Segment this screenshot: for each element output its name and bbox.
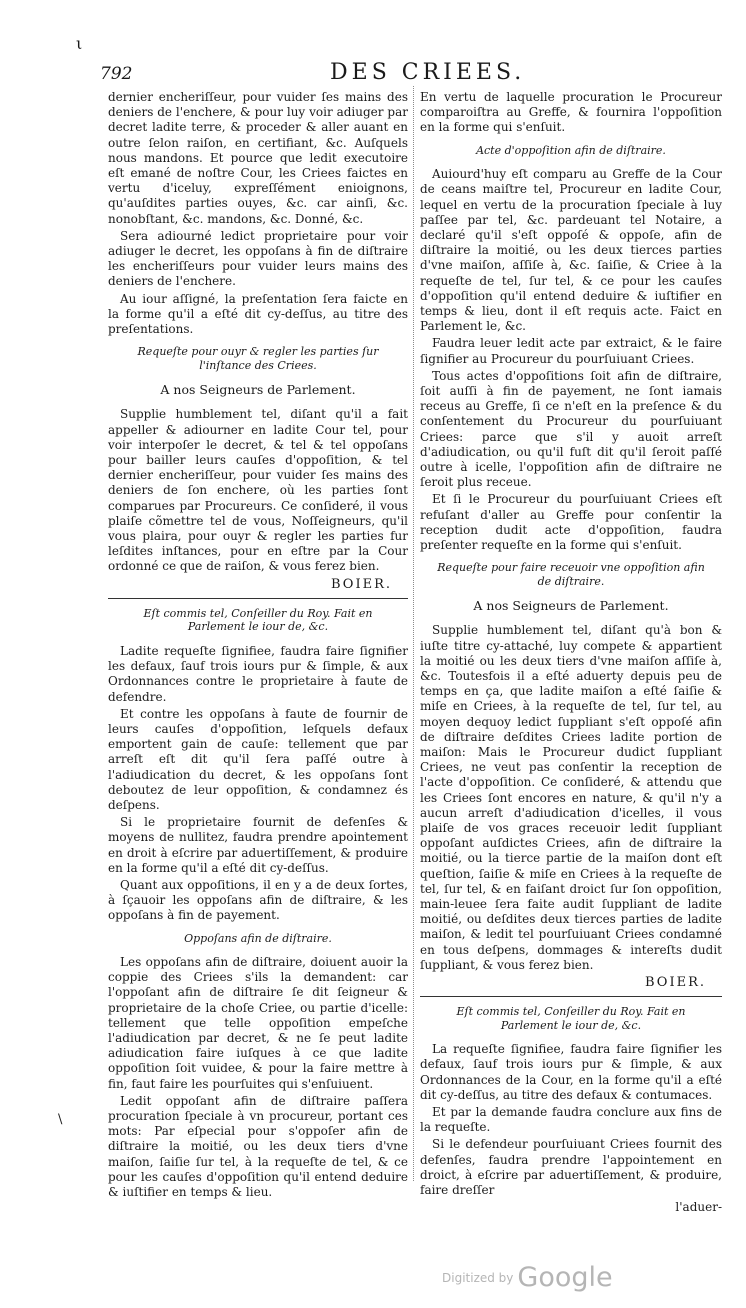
running-title: DES CRIEES.: [330, 60, 526, 85]
paragraph: Tous actes d'oppoſitions ſoit afin de diſtraire, ſoit auſſi à fin de payement, ne ſont iamais receus au Greffe, ſi ce n'eſt en la preſence & du conſentement du Procureur du pourſuiuant Criees: parce que s'il y auoit arreſt d'adiudication, ou qu'il fuſt dit qu'il ſeroit paſſé outre à icelle, l'oppoſition afin de diſtraire ne ſeroit plus receue.: [420, 368, 722, 490]
column-divider: [413, 86, 415, 1181]
paragraph: Quant aux oppoſitions, il en y a de deux ſortes, à ſçauoir les oppoſans afin de diſtraire, & les oppoſans à fin de payement.: [108, 877, 408, 923]
address-heading: A nos Seigneurs de Parlement.: [160, 382, 356, 398]
paragraph: Les oppoſans afin de diſtraire, doiuent auoir la coppie des Criees s'ils la demandent: car l'oppoſant afin de diſtraire ſe dit ſeigneur & proprietaire de la choſe Criee, ou partie d'icelle: tellement que telle oppoſition empeſche l'adiudication par decret, & ne ſe peut ladite adiudication faire iuſques à ce que ladite oppoſition ſoit vuidee, & pour la faire mettre à fin, faut faire les pourſuites qui s'enſuiuent.: [108, 955, 408, 1091]
paragraph: En vertu de laquelle procuration le Procureur comparoiſtra au Greffe, & fournira l'oppoſition en la forme qui s'enſuit.: [420, 90, 722, 135]
margin-mark-bottom: \: [58, 1112, 63, 1127]
rule: [108, 598, 408, 599]
page-number: 792: [100, 64, 133, 84]
paragraph: Et ſi le Procureur du pourſuiuant Criees eſt refuſant d'aller au Greffe pour conſentir la reception dudit acte d'oppoſition, faudra preſenter requeſte en la forme qui s'enſuit.: [420, 492, 722, 552]
paragraph: Supplie humblement tel, diſant qu'il a fait appeller & adiourner en ladite Cour tel, pour voir interpoſer le decret, & tel & tel oppoſans pour bailler leurs cauſes d'oppoſition, & tel dernier encheriſſeur, pour vuider ſes mains des deniers de ſon enchere, où les parties ſont comparues par Procureurs. Ce conſideré, il vous plaiſe cõmettre tel de vous, Noſſeigneurs, qu'il vous plaira, pour ouyr & regler les parties fur leſdites inſtances, pour en eſtre par la Cour ordonné ce que de raiſon, & vous ferez bien.: [108, 407, 408, 574]
left-column: [108, 90, 408, 1202]
paragraph: Ladite requeſte ſignifiee, faudra faire ſignifier les defaux, ſauf trois iours pur & ſimple, & aux Ordonnances contre le proprietaire à faute de defendre.: [108, 643, 408, 704]
paragraph: Supplie humblement tel, diſant qu'à bon & iuſte titre cy-attaché, luy compete & appartient la moitié ou les deux tiers d'vne maiſon aſſiſe à, &c. Toutesfois il a eſté aduerty depuis peu de temps en ça, que ladite maiſon a eſté ſaiſie & miſe en Criees, à la requeſte de tel, ſur tel, au moyen dequoy ledict ſuppliant s'eſt oppoſé afin de diſtraire deſdites Criees ladite portion de maiſon: Mais le Procureur dudict ſuppliant Criees, ne veut pas conſentir la reception de l'acte d'oppoſition. Ce conſideré, & attendu que les Criees ſont encores en nature, & qu'il n'y a aucun arreſt d'adiudication d'icelles, il vous plaiſe de vos graces receuoir ledit ſuppliant oppoſant auſdictes Criees, afin de diſtraire la moitié, ou la tierce partie de la maiſon dont eſt queſtion, ſaiſie & miſe en Criees à la requeſte de tel, ſur tel, & en faiſant droict ſur ſon oppoſition, main-leuee ſera faite audit ſuppliant de ladite moitié, ou deſdites deux tierces parties de ladite maiſon, & ledit tel pourſuiuant Criees condamné en tous deſpens, dommages & intereſts dudit ſuppliant, & vous ferez bien.: [420, 623, 722, 972]
rule: [420, 996, 722, 997]
watermark-prefix: Digitized by: [442, 1271, 514, 1285]
section-rubric: Acte d'oppoſition afin de diſtraire.: [476, 143, 666, 157]
section-rubric: Eſt commis tel, Conſeiller du Roy. Fait en Parlement le iour de, &c.: [143, 606, 373, 634]
digitized-watermark: [442, 1262, 613, 1293]
paragraph: Si le proprietaire fournit de defenſes & moyens de nullitez, faudra prendre apointement en droit à eſcrire par aduertiſſement, & produire en la forme qu'il a eſté dit cy-deſſus.: [108, 815, 408, 875]
paragraph: Auiourd'huy eſt comparu au Greffe de la Cour de ceans maiſtre tel, Procureur en ladite Cour, lequel en vertu de la procuration ſpeciale à luy paſſee par tel, &c. pardeuant tel Notaire, a declaré qu'il s'eſt oppoſé & oppoſe, afin de diſtraire la moitié, ou les deux tierces parties d'vne maiſon, aſſiſe à, &c. ſaiſie, & Criee à la requeſte de tel, ſur tel, & ce pour les cauſes d'oppoſition qu'il entend deduire & iuſtifier en temps & lieu, dont il eſt requis acte. Faict en Parlement le, &c.: [420, 167, 722, 334]
right-column: [420, 90, 722, 1216]
paragraph: Et contre les oppoſans à faute de fournir de leurs cauſes d'oppoſition, leſquels defaux emportent gain de cauſe: tellement que par arreſt eſt dit qu'il ſera paſſé outre à l'adiudication du decret, & les oppoſans ſont deboutez de leur oppoſition, & condamnez és deſpens.: [108, 706, 408, 812]
paragraph: dernier encheriſſeur, pour vuider ſes mains des deniers de l'enchere, & pour luy voir adiuger par decret ladite terre, & proceder & aller auant en outre ſelon raiſon, en certifiant, &c. Auſquels nous mandons. Et pource que ledit executoire eſt emané de noſtre Cour, les Criees faictes en vertu d'iceluy, expreſſément enioignons, qu'auſdites parties ouyes, &c. car ainſi, &c. nonobſtant, &c. mandons, &c. Donné, &c.: [108, 90, 408, 226]
signature: BOIER.: [645, 975, 706, 991]
paragraph: Sera adiourné ledict proprietaire pour voir adiuger le decret, les oppoſans à fin de diſtraire les encheriſſeurs pour vuider leurs mains des deniers de l'enchere.: [108, 228, 408, 289]
margin-mark-top: ι: [76, 34, 83, 53]
paragraph: Ledit oppoſant afin de diſtraire paſſera procuration ſpeciale à vn procureur, portant ces mots: Par eſpecial pour s'oppoſer afin de diſtraire la moitié, ou les deux tiers d'vne maiſon, ſaiſie ſur tel, à la requeſte de tel, & ce pour les cauſes d'oppoſition qu'il entend deduire & iuſtifier en temps & lieu.: [108, 1093, 408, 1200]
paragraph: La requeſte ſignifiee, faudra faire ſignifier les defaux, ſauf trois iours pur & ſimple, & aux Ordonnances de la Cour, en la forme qu'il a eſté dit cy-deſſus, au titre des defaux & contumaces.: [420, 1042, 722, 1102]
paragraph: Et par la demande faudra conclure aux fins de la requeſte.: [420, 1105, 722, 1135]
page-header: [100, 60, 720, 90]
catchword: l'aduer-: [675, 1200, 722, 1215]
section-rubric: Requeſte pour ouyr & regler les parties ſur l'inſtance des Criees.: [137, 345, 379, 372]
section-rubric: Requeſte pour faire receuoir vne oppoſition afin de diſtraire.: [437, 561, 705, 588]
paragraph: Faudra leuer ledit acte par extraict, & le faire ſignifier au Procureur du pourſuiuant Criees.: [420, 336, 722, 366]
signature: BOIER.: [331, 576, 392, 592]
section-rubric: Oppoſans afin de diſtraire.: [184, 931, 332, 945]
google-logo: Google: [517, 1262, 613, 1293]
section-rubric: Eſt commis tel, Conſeiller du Roy. Fait en Parlement le iour de, &c.: [456, 1005, 686, 1032]
paragraph: Au iour aſſigné, la preſentation ſera faicte en la forme qu'il a eſté dit cy-deſſus, au titre des preſentations.: [108, 291, 408, 337]
address-heading: A nos Seigneurs de Parlement.: [473, 598, 669, 614]
paragraph: Si le defendeur pourſuiuant Criees fournit des defenſes, faudra prendre l'appointement en droict, à eſcrire par aduertiſſement, & produire, faire dreſſer: [420, 1137, 722, 1198]
